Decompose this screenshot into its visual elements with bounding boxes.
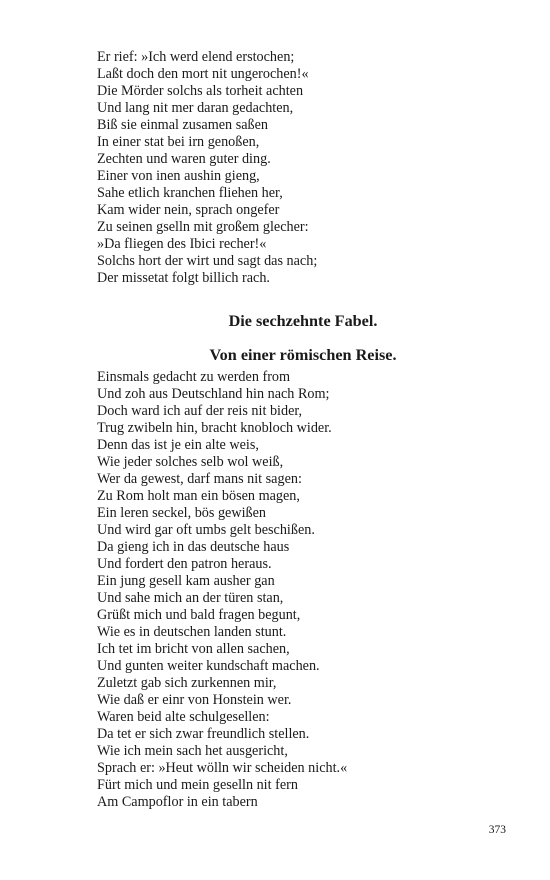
- verse-line: Wer da gewest, darf mans nit sagen:: [97, 471, 302, 487]
- verse-line: Einsmals gedacht zu werden from: [97, 369, 291, 385]
- verse-line: Da gieng ich in das deutsche haus: [97, 539, 290, 555]
- verse-line: Und gunten weiter kundschaft machen.: [97, 658, 320, 674]
- verse-line: Und sahe mich an der türen stan,: [97, 590, 284, 606]
- verse-line: Solchs hort der wirt und sagt das nach;: [97, 253, 318, 269]
- verse-line: Die Mörder solchs als torheit achten: [97, 83, 304, 99]
- verse-line: Sahe etlich kranchen fliehen her,: [97, 185, 283, 201]
- verse-line: Laßt doch den mort nit ungerochen!«: [97, 66, 309, 82]
- verse-line: Waren beid alte schulgesellen:: [97, 709, 270, 725]
- verse-line: Wie es in deutschen landen stunt.: [97, 624, 287, 640]
- verse-line: Und wird gar oft umbs gelt beschißen.: [97, 522, 315, 538]
- verse-line: Zu Rom holt man ein bösen magen,: [97, 488, 300, 504]
- verse-line: In einer stat bei irn genoßen,: [97, 134, 260, 150]
- verse-line: Ich tet im bricht von allen sachen,: [97, 641, 290, 657]
- verse-line: Wie ich mein sach het ausgericht,: [97, 743, 288, 759]
- verse-line: Sprach er: »Heut wölln wir scheiden nicht.«: [97, 760, 348, 776]
- verse-line: Fürt mich und mein geselln nit fern: [97, 777, 298, 793]
- verse-block-sixteenth-fable: [97, 369, 497, 811]
- verse-line: Und zoh aus Deutschland hin nach Rom;: [97, 386, 330, 402]
- verse-line: Zuletzt gab sich zurkennen mir,: [97, 675, 277, 691]
- verse-line: Zu seinen gselln mit großem glecher:: [97, 219, 309, 235]
- verse-line: Wie daß er einr von Honstein wer.: [97, 692, 292, 708]
- verse-line: Denn das ist je ein alte weis,: [97, 437, 259, 453]
- fable-subtitle: Von einer römischen Reise.: [209, 346, 397, 364]
- verse-line: »Da fliegen des Ibici recher!«: [97, 236, 267, 252]
- verse-line: Doch ward ich auf der reis nit bider,: [97, 403, 303, 419]
- verse-line: Trug zwibeln hin, bracht knobloch wider.: [97, 420, 332, 436]
- verse-line: Einer von inen aushin gieng,: [97, 168, 260, 184]
- verse-line: Ein leren seckel, bös gewißen: [97, 505, 267, 521]
- verse-line: Er rief: »Ich werd elend erstochen;: [97, 49, 295, 65]
- fable-title: Die sechzehnte Fabel.: [228, 312, 378, 330]
- page-number: 373: [488, 824, 506, 836]
- verse-block-previous-fable: [97, 49, 497, 287]
- verse-line: Grüßt mich und bald fragen begunt,: [97, 607, 301, 623]
- verse-line: Biß sie einmal zusamen saßen: [97, 117, 268, 133]
- verse-line: Zechten und waren guter ding.: [97, 151, 271, 167]
- verse-line: Da tet er sich zwar freundlich stellen.: [97, 726, 310, 742]
- verse-line: Und lang nit mer daran gedachten,: [97, 100, 294, 116]
- verse-line: Der missetat folgt billich rach.: [97, 270, 270, 286]
- verse-line: Ein jung gesell kam ausher gan: [97, 573, 275, 589]
- verse-line: Wie jeder solches selb wol weiß,: [97, 454, 284, 470]
- verse-line: Und fordert den patron heraus.: [97, 556, 272, 572]
- verse-line: Am Campoflor in ein tabern: [97, 794, 258, 810]
- verse-line: Kam wider nein, sprach ongefer: [97, 202, 280, 218]
